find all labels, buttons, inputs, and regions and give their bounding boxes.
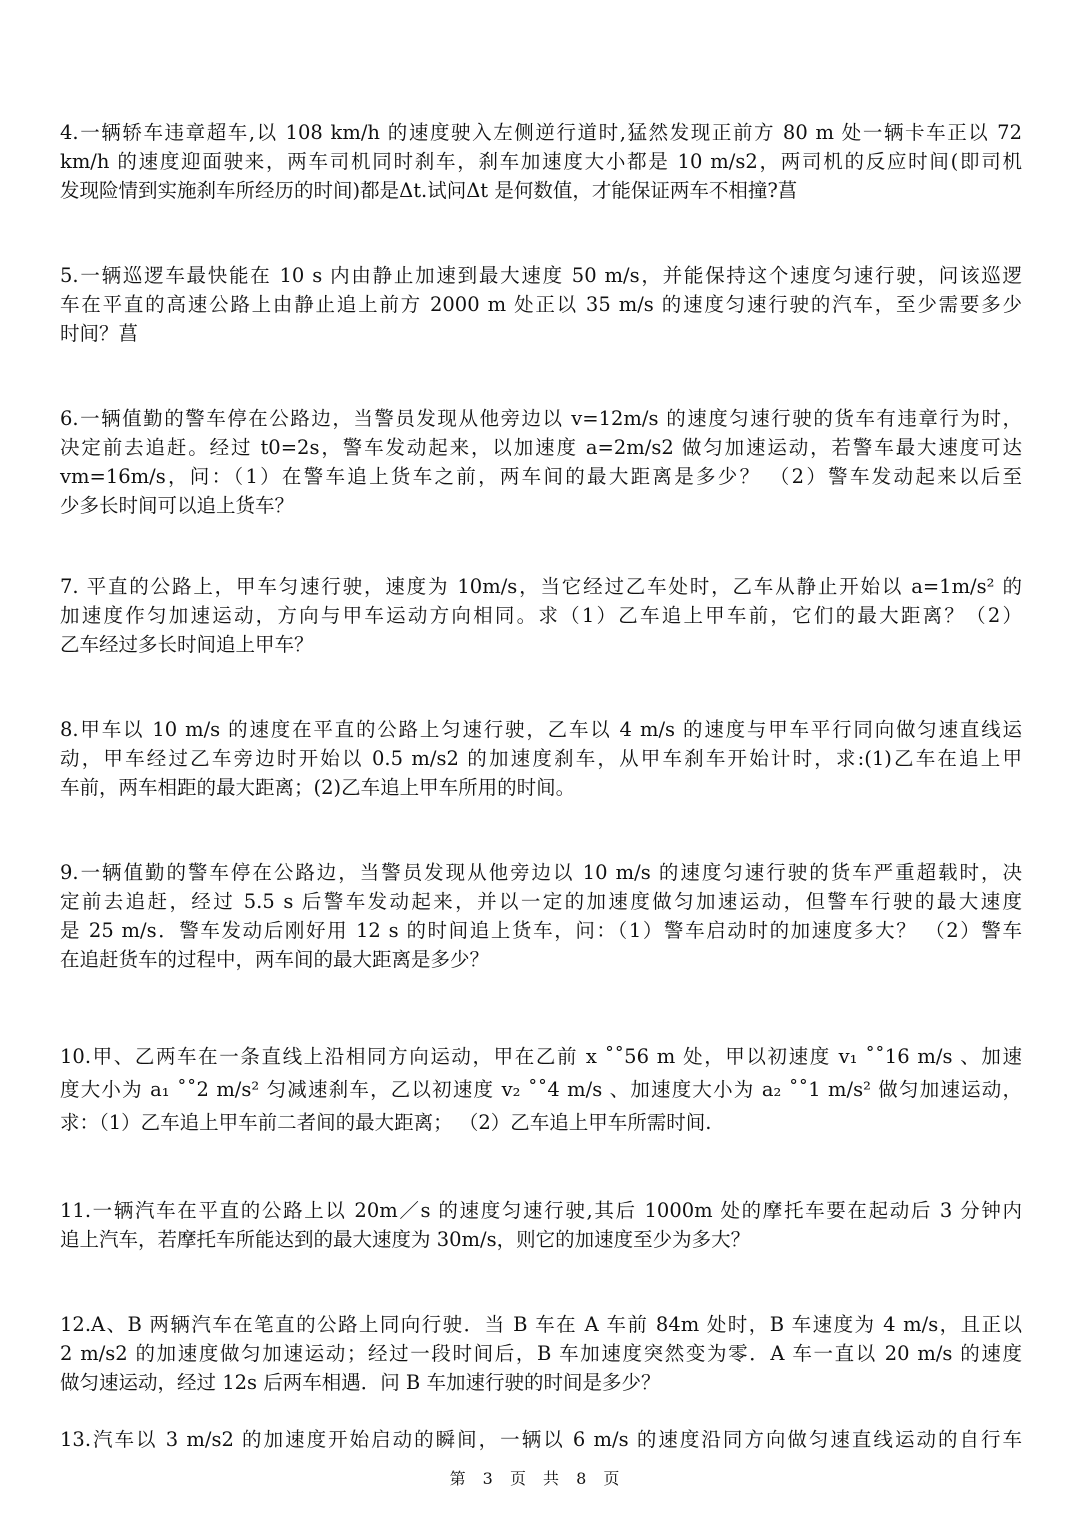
problem-4 xyxy=(60,118,1022,205)
problem-5 xyxy=(60,261,1022,348)
problem-9-line-1: 9.一辆值勤的警车停在公路边，当警员发现从他旁边以 10 m/s 的速度匀速行驶的货车严重超载时，决 xyxy=(60,861,1022,884)
problem-4-line-2: km/h 的速度迎面驶来，两车司机同时刹车，刹车加速度大小都是 10 m/s2，两司机的反应时间(即司机 xyxy=(60,150,1022,173)
problem-13 xyxy=(60,1425,1022,1454)
problem-8-line-1: 8.甲车以 10 m/s 的速度在平直的公路上匀速行驶，乙车以 4 m/s 的速度与甲车平行同向做匀速直线运 xyxy=(60,718,1022,741)
problem-10-line-3: 求：（1）乙车追上甲车前二者间的最大距离； （2）乙车追上甲车所需时间. xyxy=(60,1111,712,1134)
problem-12-line-3: 做匀速运动，经过 12s 后两车相遇．问 B 车加速行驶的时间是多少？ xyxy=(60,1371,661,1394)
problem-7-line-2: 加速度作匀加速运动，方向与甲车运动方向相同。求（1）乙车追上甲车前，它们的最大距离？（2） xyxy=(60,604,1022,627)
problem-11-line-2: 追上汽车，若摩托车所能达到的最大速度为 30m/s，则它的加速度至少为多大？ xyxy=(60,1228,751,1251)
problem-5-line-1: 5.一辆巡逻车最快能在 10 s 内由静止加速到最大速度 50 m/s，并能保持这个速度匀速行驶，问该巡逻 xyxy=(60,264,1022,287)
problem-4-line-3: 发现险情到实施刹车所经历的时间)都是Δt.试问Δt 是何数值，才能保证两车不相撞?菖 xyxy=(60,179,798,202)
problem-12 xyxy=(60,1310,1022,1397)
problem-7-line-1: 7. 平直的公路上，甲车匀速行驶，速度为 10m/s，当它经过乙车处时，乙车从静止开始以 a=1m/s² 的 xyxy=(60,575,1022,598)
problem-7-line-3: 乙车经过多长时间追上甲车？ xyxy=(60,633,314,656)
problem-5-line-3: 时间？菖 xyxy=(60,322,139,345)
problem-12-line-2: 2 m/s2 的加速度做匀加速运动；经过一段时间后，B 车加速度突然变为零．A 车一直以 20 m/s 的速度 xyxy=(60,1342,1022,1365)
problem-4-line-1: 4.一辆轿车违章超车,以 108 km/h 的速度驶入左侧逆行道时,猛然发现正前方 80 m 处一辆卡车正以 72 xyxy=(60,121,1022,144)
problem-7 xyxy=(60,572,1022,659)
problem-6 xyxy=(60,404,1022,520)
problem-10-line-1: 10.甲、乙两车在一条直线上沿相同方向运动，甲在乙前 x ˚˚56 m 处，甲以初速度 v₁ ˚˚16 m/s 、加速 xyxy=(60,1045,1022,1068)
problem-10 xyxy=(60,1040,1022,1139)
problem-8-line-2: 动，甲车经过乙车旁边时开始以 0.5 m/s2 的加速度刹车，从甲车刹车开始计时，求:(1)乙车在追上甲 xyxy=(60,747,1022,770)
problem-10-line-2: 度大小为 a₁ ˚˚2 m/s² 匀减速刹车，乙以初速度 v₂ ˚˚4 m/s 、加速度大小为 a₂ ˚˚1 m/s² 做匀加速运动， xyxy=(60,1078,1022,1101)
problem-6-line-2: 决定前去追赶。经过 t0=2s，警车发动起来，以加速度 a=2m/s2 做匀加速运动，若警车最大速度可达 xyxy=(60,436,1022,459)
problem-12-line-1: 12.A、B 两辆汽车在笔直的公路上同向行驶．当 B 车在 A 车前 84m 处时，B 车速度为 4 m/s，且正以 xyxy=(60,1313,1022,1336)
problem-6-line-3: vm=16m/s，问：（1）在警车追上货车之前，两车间的最大距离是多少？ （2）警车发动起来以后至 xyxy=(60,465,1022,488)
page-footer: 第 3 页 共 8 页 xyxy=(449,1469,626,1488)
problem-8 xyxy=(60,715,1022,802)
problem-9-line-2: 定前去追赶，经过 5.5 s 后警车发动起来，并以一定的加速度做匀加速运动，但警车行驶的最大速度 xyxy=(60,890,1022,913)
problem-9-line-3: 是 25 m/s．警车发动后刚好用 12 s 的时间追上货车，问：（1）警车启动时的加速度多大？ （2）警车 xyxy=(60,919,1022,942)
problem-13-line-1: 13.汽车以 3 m/s2 的加速度开始启动的瞬间，一辆以 6 m/s 的速度沿同方向做匀速直线运动的自行车 xyxy=(60,1428,1022,1451)
problem-11-line-1: 11.一辆汽车在平直的公路上以 20m／s 的速度匀速行驶,其后 1000m 处的摩托车要在起动后 3 分钟内 xyxy=(60,1199,1022,1222)
problem-8-line-3: 车前，两车相距的最大距离；(2)乙车追上甲车所用的时间。 xyxy=(60,776,576,799)
problem-6-line-4: 少多长时间可以追上货车？ xyxy=(60,494,295,517)
problem-9-line-4: 在追赶货车的过程中，两车间的最大距离是多少？ xyxy=(60,948,490,971)
problem-9 xyxy=(60,858,1022,974)
problem-5-line-2: 车在平直的高速公路上由静止追上前方 2000 m 处正以 35 m/s 的速度匀速行驶的汽车，至少需要多少 xyxy=(60,293,1022,316)
problem-6-line-1: 6.一辆值勤的警车停在公路边，当警员发现从他旁边以 v=12m/s 的速度匀速行驶的货车有违章行为时， xyxy=(60,407,1022,430)
problem-11 xyxy=(60,1196,1022,1254)
